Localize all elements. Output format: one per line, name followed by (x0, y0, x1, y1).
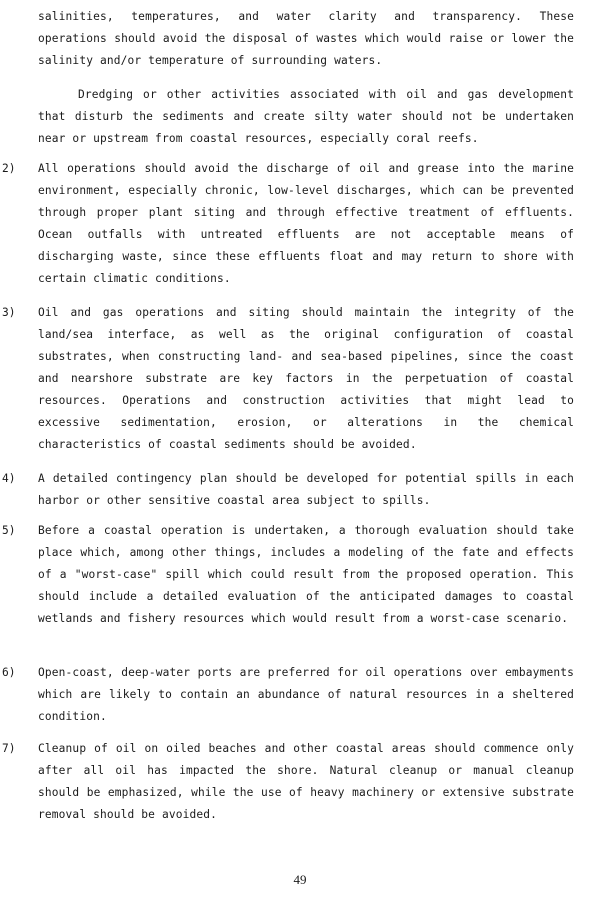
intro-paragraph-2: Dredging or other activities associated with oil and gas development that disturb the sediments and create silty water should not be undertaken near or upstream from coastal resources, especially coral reefs. (38, 88, 574, 145)
item-number: 2) (2, 162, 16, 175)
page-number: 49 (293, 872, 307, 887)
item-text: Before a coastal operation is undertaken, a thorough evaluation should take place which, among other things, includes a modeling of the fate and effects of a "worst-case" spill which could result from the proposed operation. This should include a detailed evaluation of the anticipated damages to coastal wetlands and fishery resources which would result from a worst-case scenario. (38, 524, 574, 625)
item-text: Cleanup of oil on oiled beaches and other coastal areas should commence only after all oil has impacted the shore. Natural cleanup or manual cleanup should be emphasized, while the use of heavy machinery or extensive substrate removal should be avoided. (38, 742, 574, 821)
item-number: 3) (2, 306, 16, 319)
item-text: A detailed contingency plan should be developed for potential spills in each harbor or other sensitive coastal area subject to spills. (38, 472, 574, 507)
item-text: Open-coast, deep-water ports are preferred for oil operations over embayments which are likely to contain an abundance of natural resources in a sheltered condition. (38, 666, 574, 723)
item-number: 4) (2, 472, 16, 485)
intro-paragraph-1: salinities, temperatures, and water clarity and transparency. These operations should avoid the disposal of wastes which would raise or lower the salinity and/or temperature of surrounding waters. (38, 10, 574, 67)
item-text: All operations should avoid the discharge of oil and grease into the marine environment, especially chronic, low-level discharges, which can be prevented through proper plant siting and through effective treatment of effluents. Ocean outfalls with untreated effluents are not acceptable means of discharging waste, since these effluents float and may return to shore with certain climatic conditions. (38, 162, 574, 285)
item-number: 6) (2, 666, 16, 679)
item-number: 7) (2, 742, 16, 755)
item-number: 5) (2, 524, 16, 537)
item-text: Oil and gas operations and siting should maintain the integrity of the land/sea interface, as well as the original configuration of coastal substrates, when constructing land- and sea-based pipelines, since the coast and nearshore substrate are key factors in the perpetuation of coastal resources. Operations and construction activities that might lead to excessive sedimentation, erosion, or alterations in the chemical characteristics of coastal sediments should be avoided. (38, 306, 574, 451)
